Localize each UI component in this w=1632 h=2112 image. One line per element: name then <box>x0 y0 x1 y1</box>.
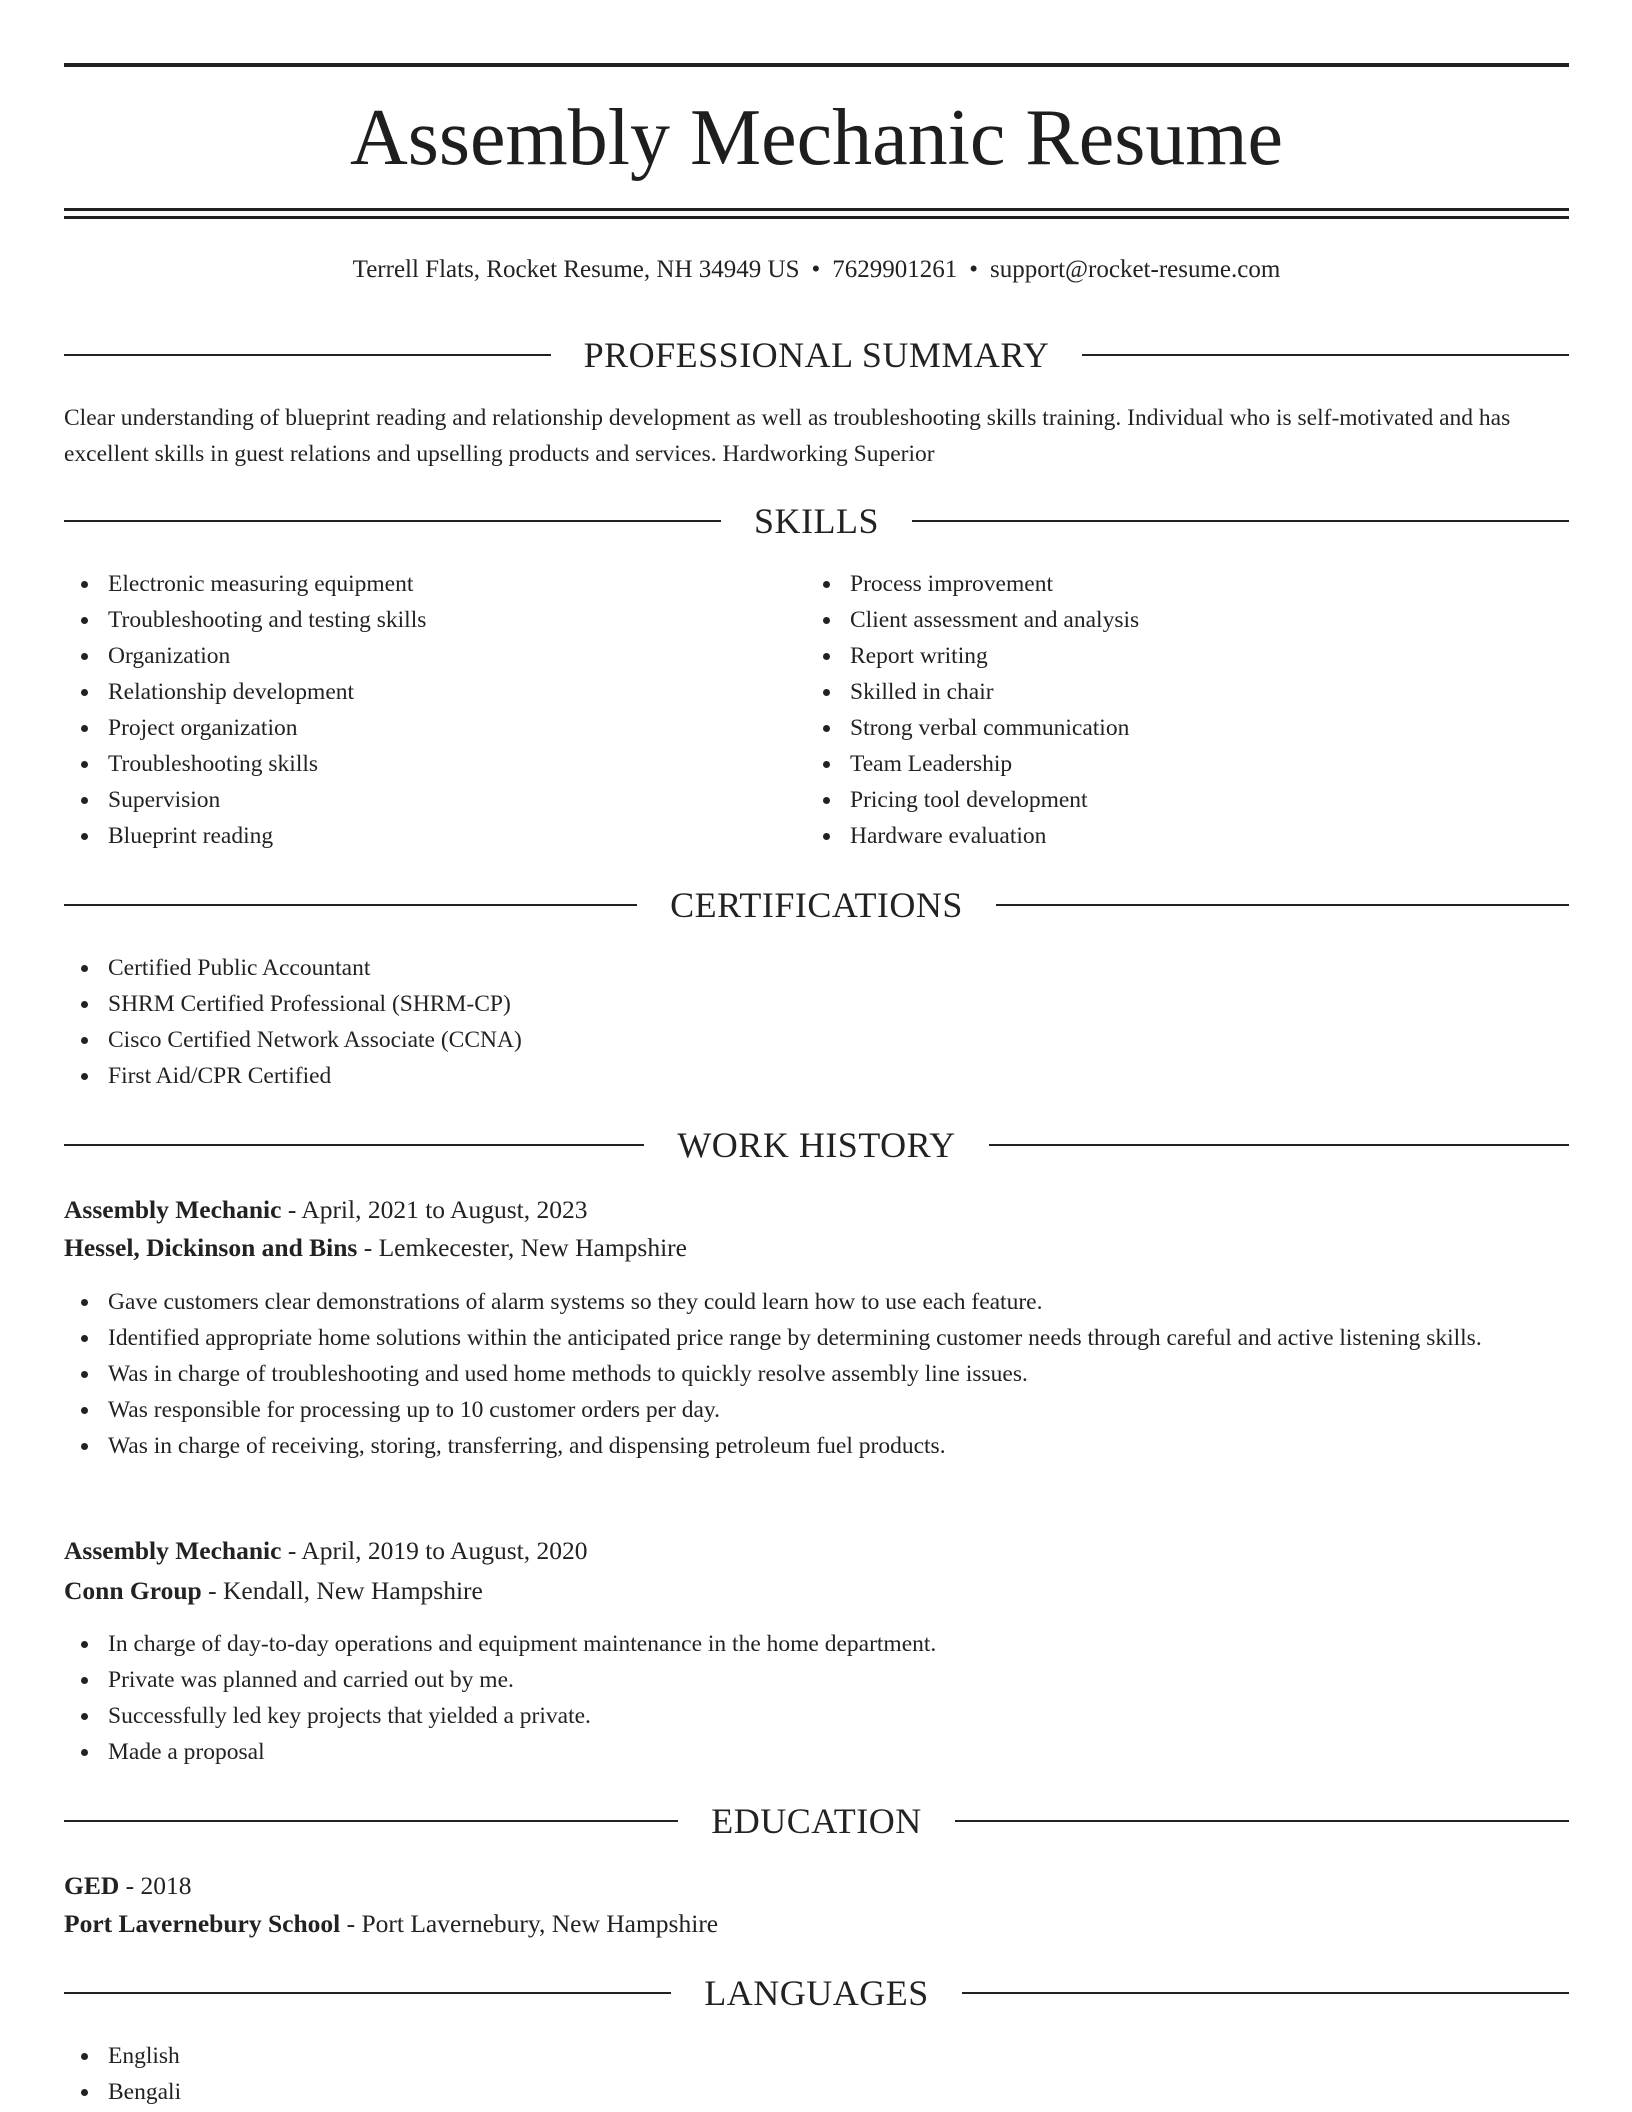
heading-rule <box>996 904 1569 906</box>
education-degree: GED <box>64 1871 120 1900</box>
job-dates: - April, 2019 to August, 2020 <box>281 1536 588 1565</box>
list-item: Strong verbal communication <box>806 710 1566 746</box>
list-item: Gave customers clear demonstrations of alarm systems so they could learn how to use each feature. <box>64 1284 1564 1320</box>
list-item: First Aid/CPR Certified <box>64 1058 1564 1094</box>
section-heading-education <box>64 1796 1569 1846</box>
heading-text: LANGUAGES <box>704 1973 929 2013</box>
list-item: Private was planned and carried out by me. <box>64 1662 1564 1698</box>
languages-list <box>64 2038 1564 2110</box>
job-company: Hessel, Dickinson and Bins <box>64 1233 358 1262</box>
title-double-rule-bottom <box>64 216 1569 219</box>
list-item: SHRM Certified Professional (SHRM-CP) <box>64 986 1564 1022</box>
section-heading-languages <box>64 1968 1569 2018</box>
job-company-line <box>64 1572 483 1610</box>
list-item: Certified Public Accountant <box>64 950 1564 986</box>
list-item: Successfully led key projects that yielded a private. <box>64 1698 1564 1734</box>
section-heading-summary <box>64 330 1569 380</box>
heading-rule <box>64 520 721 522</box>
job-title-line <box>64 1191 587 1229</box>
contact-phone: 7629901261 <box>832 256 958 283</box>
heading-text: SKILLS <box>754 501 880 541</box>
list-item: Bengali <box>64 2074 1564 2110</box>
list-item: Identified appropriate home solutions within the anticipated price range by determining customer needs through careful and active listening skills. <box>64 1320 1564 1356</box>
resume-title: Assembly Mechanic Resume <box>349 94 1284 182</box>
contact-separator: • <box>969 256 979 283</box>
list-item: Organization <box>64 638 804 674</box>
job-title: Assembly Mechanic <box>64 1195 282 1224</box>
job-bullets <box>64 1626 1564 1770</box>
list-item: Troubleshooting and testing skills <box>64 602 804 638</box>
education-school: Port Lavernebury School <box>64 1909 341 1938</box>
education-location: - Port Lavernebury, New Hampshire <box>340 1909 719 1938</box>
list-item: Client assessment and analysis <box>806 602 1566 638</box>
skills-list-right <box>806 566 1566 854</box>
education-school-line <box>64 1905 718 1943</box>
contact-email: support@rocket-resume.com <box>990 256 1281 283</box>
job-location: - Lemkecester, New Hampshire <box>357 1233 687 1262</box>
heading-rule <box>64 1144 644 1146</box>
list-item: Was in charge of receiving, storing, transferring, and dispensing petroleum fuel products. <box>64 1428 1564 1464</box>
list-item: Skilled in chair <box>806 674 1566 710</box>
heading-rule <box>64 1820 678 1822</box>
job-company-line <box>64 1229 687 1267</box>
heading-rule <box>912 520 1569 522</box>
heading-rule <box>955 1820 1569 1822</box>
list-item: Was in charge of troubleshooting and used home methods to quickly resolve assembly line issues. <box>64 1356 1564 1392</box>
list-item: Relationship development <box>64 674 804 710</box>
job-location: - Kendall, New Hampshire <box>201 1576 483 1605</box>
list-item: Made a proposal <box>64 1734 1564 1770</box>
heading-text: WORK HISTORY <box>677 1125 956 1165</box>
list-item: Report writing <box>806 638 1566 674</box>
job-title: Assembly Mechanic <box>64 1536 282 1565</box>
heading-rule <box>989 1144 1569 1146</box>
list-item: Pricing tool development <box>806 782 1566 818</box>
section-heading-skills <box>64 496 1569 546</box>
summary-text: Clear understanding of blueprint reading and relationship development as well as troubleshooting skills training. Individual who is self-motivated and has excellent skills in guest relations and upselling products and services. Hardworking Superior <box>64 405 1511 467</box>
list-item: Supervision <box>64 782 804 818</box>
list-item: Was responsible for processing up to 10 customer orders per day. <box>64 1392 1564 1428</box>
heading-rule <box>962 1992 1569 1994</box>
list-item: Blueprint reading <box>64 818 804 854</box>
job-company: Conn Group <box>64 1576 202 1605</box>
heading-text: PROFESSIONAL SUMMARY <box>583 335 1050 375</box>
heading-text: CERTIFICATIONS <box>670 885 963 925</box>
list-item: Troubleshooting skills <box>64 746 804 782</box>
education-year: - 2018 <box>119 1871 192 1900</box>
list-item: In charge of day-to-day operations and equipment maintenance in the home department. <box>64 1626 1564 1662</box>
section-heading-work-history <box>64 1120 1569 1170</box>
certifications-list <box>64 950 1564 1094</box>
heading-rule <box>64 354 551 356</box>
list-item: Hardware evaluation <box>806 818 1566 854</box>
list-item: Project organization <box>64 710 804 746</box>
job-dates: - April, 2021 to August, 2023 <box>281 1195 588 1224</box>
job-title-line <box>64 1532 587 1570</box>
list-item: Cisco Certified Network Associate (CCNA) <box>64 1022 1564 1058</box>
heading-text: EDUCATION <box>711 1801 922 1841</box>
contact-separator: • <box>811 256 821 283</box>
heading-rule <box>64 904 637 906</box>
top-rule <box>64 63 1569 67</box>
job-bullets <box>64 1284 1564 1464</box>
list-item: Electronic measuring equipment <box>64 566 804 602</box>
list-item: Process improvement <box>806 566 1566 602</box>
section-heading-certifications <box>64 880 1569 930</box>
contact-line <box>64 252 1569 288</box>
heading-rule <box>64 1992 671 1994</box>
contact-address: Terrell Flats, Rocket Resume, NH 34949 US <box>352 256 800 283</box>
list-item: Team Leadership <box>806 746 1566 782</box>
list-item: English <box>64 2038 1564 2074</box>
skills-list-left <box>64 566 804 854</box>
heading-rule <box>1082 354 1569 356</box>
title-double-rule-top <box>64 208 1569 211</box>
education-degree-line <box>64 1867 192 1905</box>
